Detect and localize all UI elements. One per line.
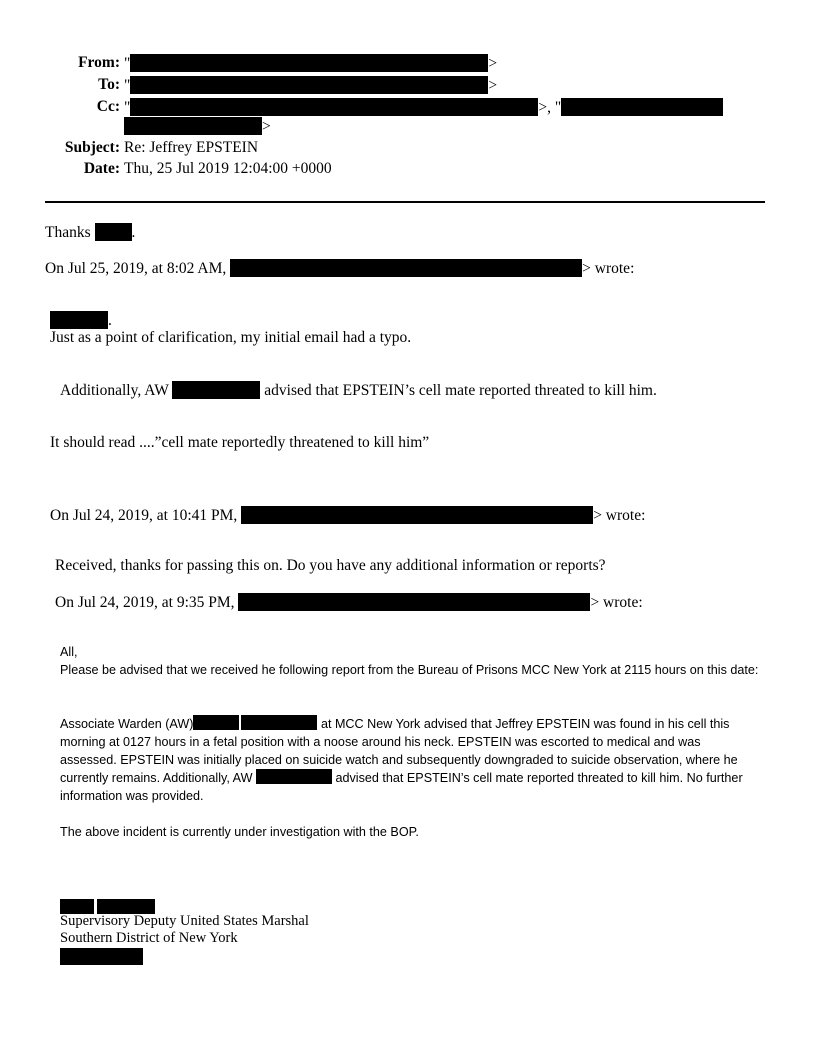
redaction-bar [256, 769, 332, 784]
redaction-bar [238, 593, 590, 611]
redaction-bar [241, 506, 593, 524]
signature-contact [60, 948, 143, 966]
date-label: Date: [83, 160, 120, 177]
quote-mark: " [124, 55, 131, 72]
period: . [108, 312, 112, 329]
redaction-bar [124, 117, 262, 135]
reply-date-text: On Jul 25, 2019, at 8:02 AM, [45, 260, 227, 277]
redaction-bar [130, 76, 488, 94]
wrote-text: > wrote: [593, 507, 646, 524]
additionally-suffix: advised that EPSTEIN’s cell mate reported threated to kill him. [264, 382, 657, 399]
clarification-text: Just as a point of clarification, my initial email had a typo. [50, 329, 412, 346]
cc-value-continued [124, 117, 271, 136]
to-label: To: [98, 76, 120, 93]
wrote-text: > wrote: [582, 260, 635, 277]
redaction-bar [60, 948, 143, 965]
address-close: > [488, 55, 498, 72]
redaction-bar [130, 98, 538, 116]
thanks-line [45, 223, 135, 242]
cc-value [124, 98, 723, 117]
report-paragraph [60, 715, 760, 805]
reply-header-2 [50, 506, 645, 525]
report-para-suffix: advised that EPSTEIN’s cell mate reported threated to kill him. No further information was provided. [60, 771, 743, 803]
quote-mark: " [124, 77, 131, 94]
thanks-text: Thanks [45, 224, 91, 241]
from-label: From: [78, 54, 120, 71]
wrote-text: > wrote: [590, 594, 643, 611]
signature-title: Supervisory Deputy United States Marshal [60, 913, 309, 929]
date-value: Thu, 25 Jul 2019 12:04:00 +0000 [124, 160, 332, 177]
report-closing: The above incident is currently under investigation with the BOP. [60, 825, 419, 839]
quote-mark: " [124, 99, 131, 116]
additionally-line [60, 381, 657, 400]
address-close: > [488, 77, 498, 94]
reply-date-text: On Jul 24, 2019, at 9:35 PM, [55, 594, 235, 611]
redaction-bar [97, 899, 155, 914]
from-value [124, 54, 497, 73]
header-divider [45, 201, 765, 203]
subject-label: Subject: [64, 139, 120, 156]
redaction-bar [60, 899, 94, 914]
report-para-prefix: Associate Warden (AW) [60, 717, 194, 731]
redaction-bar [50, 311, 108, 329]
received-text: Received, thanks for passing this on. Do you have any additional information or reports? [55, 557, 606, 574]
reply-header-3 [55, 593, 643, 612]
redaction-bar [172, 381, 260, 399]
additionally-prefix: Additionally, AW [60, 382, 169, 399]
period: . [131, 224, 136, 241]
redaction-bar [230, 259, 582, 277]
redaction-bar [241, 715, 317, 730]
redaction-bar [95, 223, 132, 241]
salutation-line [50, 311, 112, 330]
to-value [124, 76, 497, 95]
cc-label: Cc: [96, 98, 120, 115]
reply-header-1 [45, 259, 634, 278]
redaction-bar [561, 98, 723, 116]
report-intro: Please be advised that we received he following report from the Bureau of Prisons MCC New York at 2115 hours on this date: [60, 663, 759, 677]
subject-value: Re: Jeffrey EPSTEIN [124, 139, 259, 156]
address-close: > [262, 118, 271, 135]
reply-date-text: On Jul 24, 2019, at 10:41 PM, [50, 507, 238, 524]
redaction-bar [193, 715, 239, 730]
redaction-bar [130, 54, 488, 72]
signature-district: Southern District of New York [60, 930, 238, 946]
correction-text: It should read ....”cell mate reportedly threatened to kill him” [50, 434, 430, 451]
report-greeting: All, [60, 645, 78, 659]
cc-separator: >, " [538, 99, 562, 116]
report-para-body: at MCC New York advised that Jeffrey EPSTEIN was found in his cell this morning at 0127 hours in a fetal position with a noose around his neck. EPSTEIN was escorted to medical and was assessed. EPSTEIN was initially placed on suicide watch and subsequently downgraded to suicide observation, where he currently remains. Additionally, AW [60, 717, 738, 785]
